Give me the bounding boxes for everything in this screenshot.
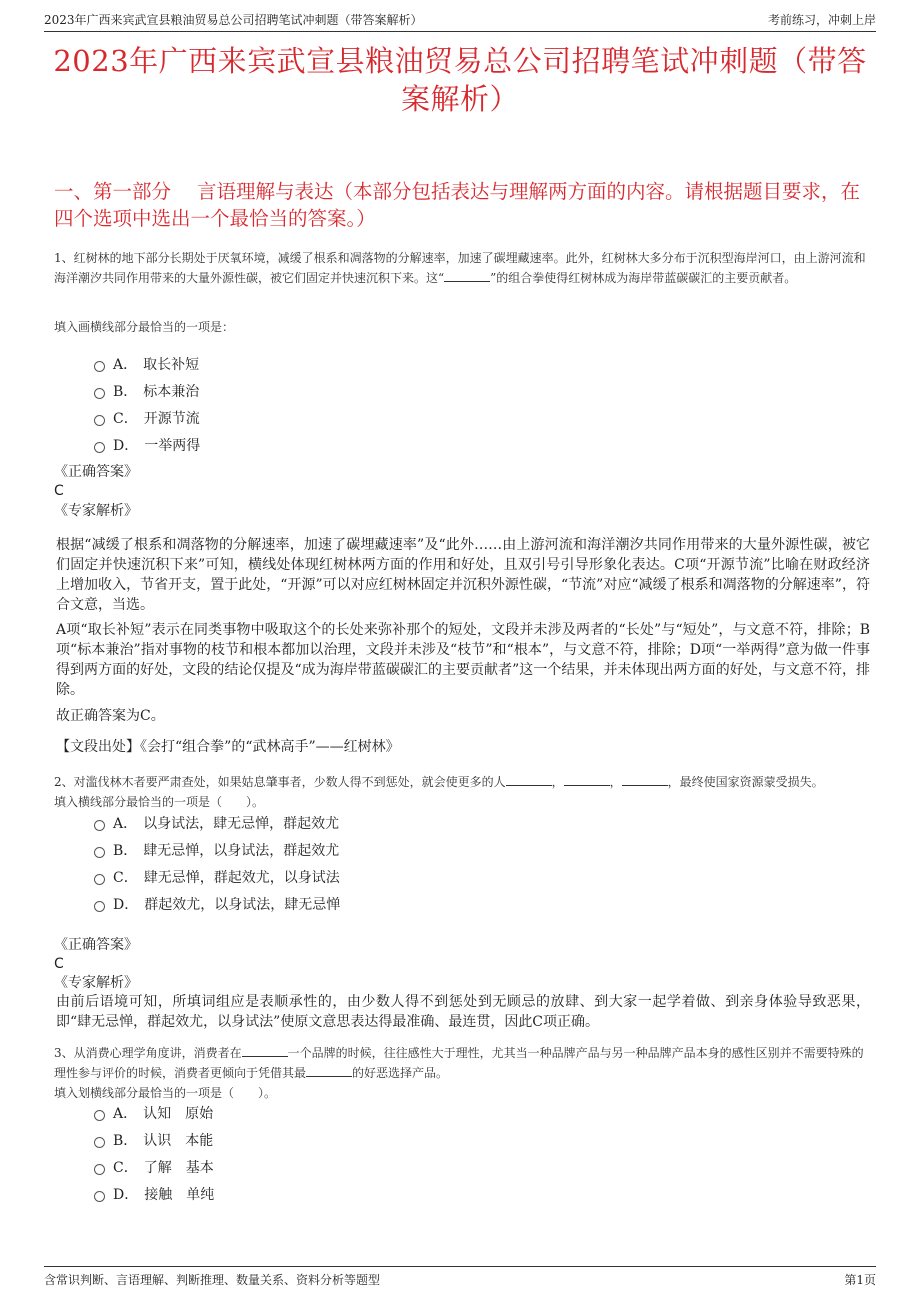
q3-blank-2 (306, 1063, 352, 1077)
q1-stem (54, 248, 872, 288)
footer-description: 含常识判断、言语理解、判断推理、数量关系、资料分析等题型 (44, 1273, 381, 1287)
q1-analysis-label: 《专家解析》 (54, 503, 138, 519)
q1-answer: C (54, 483, 64, 499)
q2-analysis-label: 《专家解析》 (54, 975, 138, 991)
page-number: 第1页 (844, 1273, 876, 1287)
document-title: 2023年广西来宾武宣县粮油贸易总公司招聘笔试冲刺题（带答案解析） (53, 44, 867, 116)
radio-icon[interactable] (94, 1110, 105, 1121)
q2-option-a[interactable]: A． 以身试法，肆无忌惮，群起效尤 (94, 809, 340, 836)
q1-answer-label: 《正确答案》 (54, 464, 138, 480)
q2-blank-3 (622, 772, 668, 786)
q1-stem-text-b: ”的组合拳使得红树林成为海岸带蓝碳碳汇的主要贡献者。 (490, 271, 797, 285)
radio-icon[interactable] (94, 1137, 105, 1148)
section-heading (54, 178, 870, 232)
q3-stem: 3、从消费心理学角度讲，消费者在 一个品牌的时候，往往感性大于理性，尤其当一种品牌产品与另一种品牌产品本身的感性区别并不需要特殊的理性参与评价的时候，消费者更倾向于凭借其最 的好恶选择产品。 (54, 1043, 872, 1083)
header-slogan: 考前练习，冲刺上岸 (767, 13, 876, 27)
q2-blank-2 (564, 772, 610, 786)
q2-stem: 2、对滥伐林木者要严肃查处，如果姑息肇事者，少数人得不到惩处，就会使更多的人 ， ， ，最终使国家资源蒙受损失。 (54, 772, 872, 792)
q2-options (94, 809, 340, 917)
q2-option-c[interactable]: C． 肆无忌惮，群起效尤，以身试法 (94, 863, 340, 890)
q1-option-c[interactable]: C． 开源节流 (94, 404, 200, 431)
radio-icon[interactable] (94, 1164, 105, 1175)
q2-analysis: 由前后语境可知，所填词组应是表顺承性的，由少数人得不到惩处到无顾忌的放肆、到大家一起学着做、到亲身体验导致恶果，即“肆无忌惮，群起效尤，以身试法”使原文意思表达得最准确、最连贯，因此C项正确。 (56, 994, 870, 1030)
q2-prompt: 填入横线部分最恰当的一项是（ ）。 (54, 795, 265, 809)
q2-option-b[interactable]: B． 肆无忌惮，以身试法，群起效尤 (94, 836, 340, 863)
q1-analysis-p1: 根据“减缓了根系和凋落物的分解速率，加速了碳埋藏速率”及“此外……由上游河流和海洋潮汐共同作用带来的大量外源性碳，被它们固定并快速沉积下来”可知，横线处体现红树林两方面的作用和好处，且双引号引导形象化表达。C项“开源节流”比喻在财政经济上增加收入，节省开支，置于此处，“开源”可以对应红树林固定并沉积外源性碳，“节流”对应“减缓了根系和凋落物的分解速率”，符合文意，当选。 (56, 537, 870, 613)
q2-blank-1 (506, 772, 552, 786)
q3-option-d[interactable]: D． 接触 单纯 (94, 1180, 214, 1207)
radio-icon[interactable] (94, 874, 105, 885)
q3-prompt: 填入划横线部分最恰当的一项是（ ）。 (54, 1086, 277, 1100)
q1-options (94, 350, 200, 458)
radio-icon[interactable] (94, 901, 105, 912)
page-footer (44, 1266, 876, 1288)
q1-blank (444, 268, 490, 282)
section-description: 言语理解与表达（本部分包括表达与理解两方面的内容。请根据题目要求，在四个选项中选出一个最恰当的答案。） (54, 180, 861, 230)
q3-blank-1 (242, 1043, 288, 1057)
q1-prompt: 填入画横线部分最恰当的一项是： (54, 320, 235, 334)
q1-analysis-p2: A项“取长补短”表示在同类事物中吸取这个的长处来弥补那个的短处，文段并未涉及两者的“长处”与“短处”，与文意不符，排除；B项“标本兼治”指对事物的枝节和根本都加以治理，文段并未涉及“枝节”和“根本”，与文意不符，排除；D项“一举两得”意为做一件事得到两方面的好处，文段的结论仅提及“成为海岸带蓝碳碳汇的主要贡献者”这一个结果，并未体现出两方面的好处，与文意不符，排除。 (56, 622, 870, 698)
section-part: 一、第一部分 (54, 180, 172, 203)
q3-options (94, 1099, 214, 1207)
q3-option-b[interactable]: B． 认识 本能 (94, 1126, 214, 1153)
radio-icon[interactable] (94, 361, 105, 372)
q3-option-c[interactable]: C． 了解 基本 (94, 1153, 214, 1180)
page-header (44, 10, 876, 32)
q1-stem-text-a: 1、红树林的地下部分长期处于厌氧环境，减缓了根系和凋落物的分解速率，加速了碳埋藏速率。此外，红树林大多分布于沉积型海岸河口，由上游河流和海洋潮汐共同作用带来的大量外源性碳，被它们固定并快速沉积下来。这“ (54, 251, 866, 285)
q2-answer-label: 《正确答案》 (54, 937, 138, 953)
radio-icon[interactable] (94, 415, 105, 426)
radio-icon[interactable] (94, 847, 105, 858)
radio-icon[interactable] (94, 1191, 105, 1202)
q1-source: 【文段出处】《会打“组合拳”的“武林高手”——红树林》 (56, 739, 400, 755)
radio-icon[interactable] (94, 442, 105, 453)
q1-option-d[interactable]: D． 一举两得 (94, 431, 200, 458)
header-doc-name: 2023年广西来宾武宣县粮油贸易总公司招聘笔试冲刺题（带答案解析） (44, 13, 423, 27)
q1-option-b[interactable]: B． 标本兼治 (94, 377, 200, 404)
q1-option-a[interactable]: A． 取长补短 (94, 350, 200, 377)
q2-answer: C (54, 956, 64, 972)
radio-icon[interactable] (94, 820, 105, 831)
q2-option-d[interactable]: D． 群起效尤，以身试法，肆无忌惮 (94, 890, 340, 917)
radio-icon[interactable] (94, 388, 105, 399)
q3-option-a[interactable]: A． 认知 原始 (94, 1099, 214, 1126)
q1-analysis-conclusion: 故正确答案为C。 (56, 708, 165, 724)
